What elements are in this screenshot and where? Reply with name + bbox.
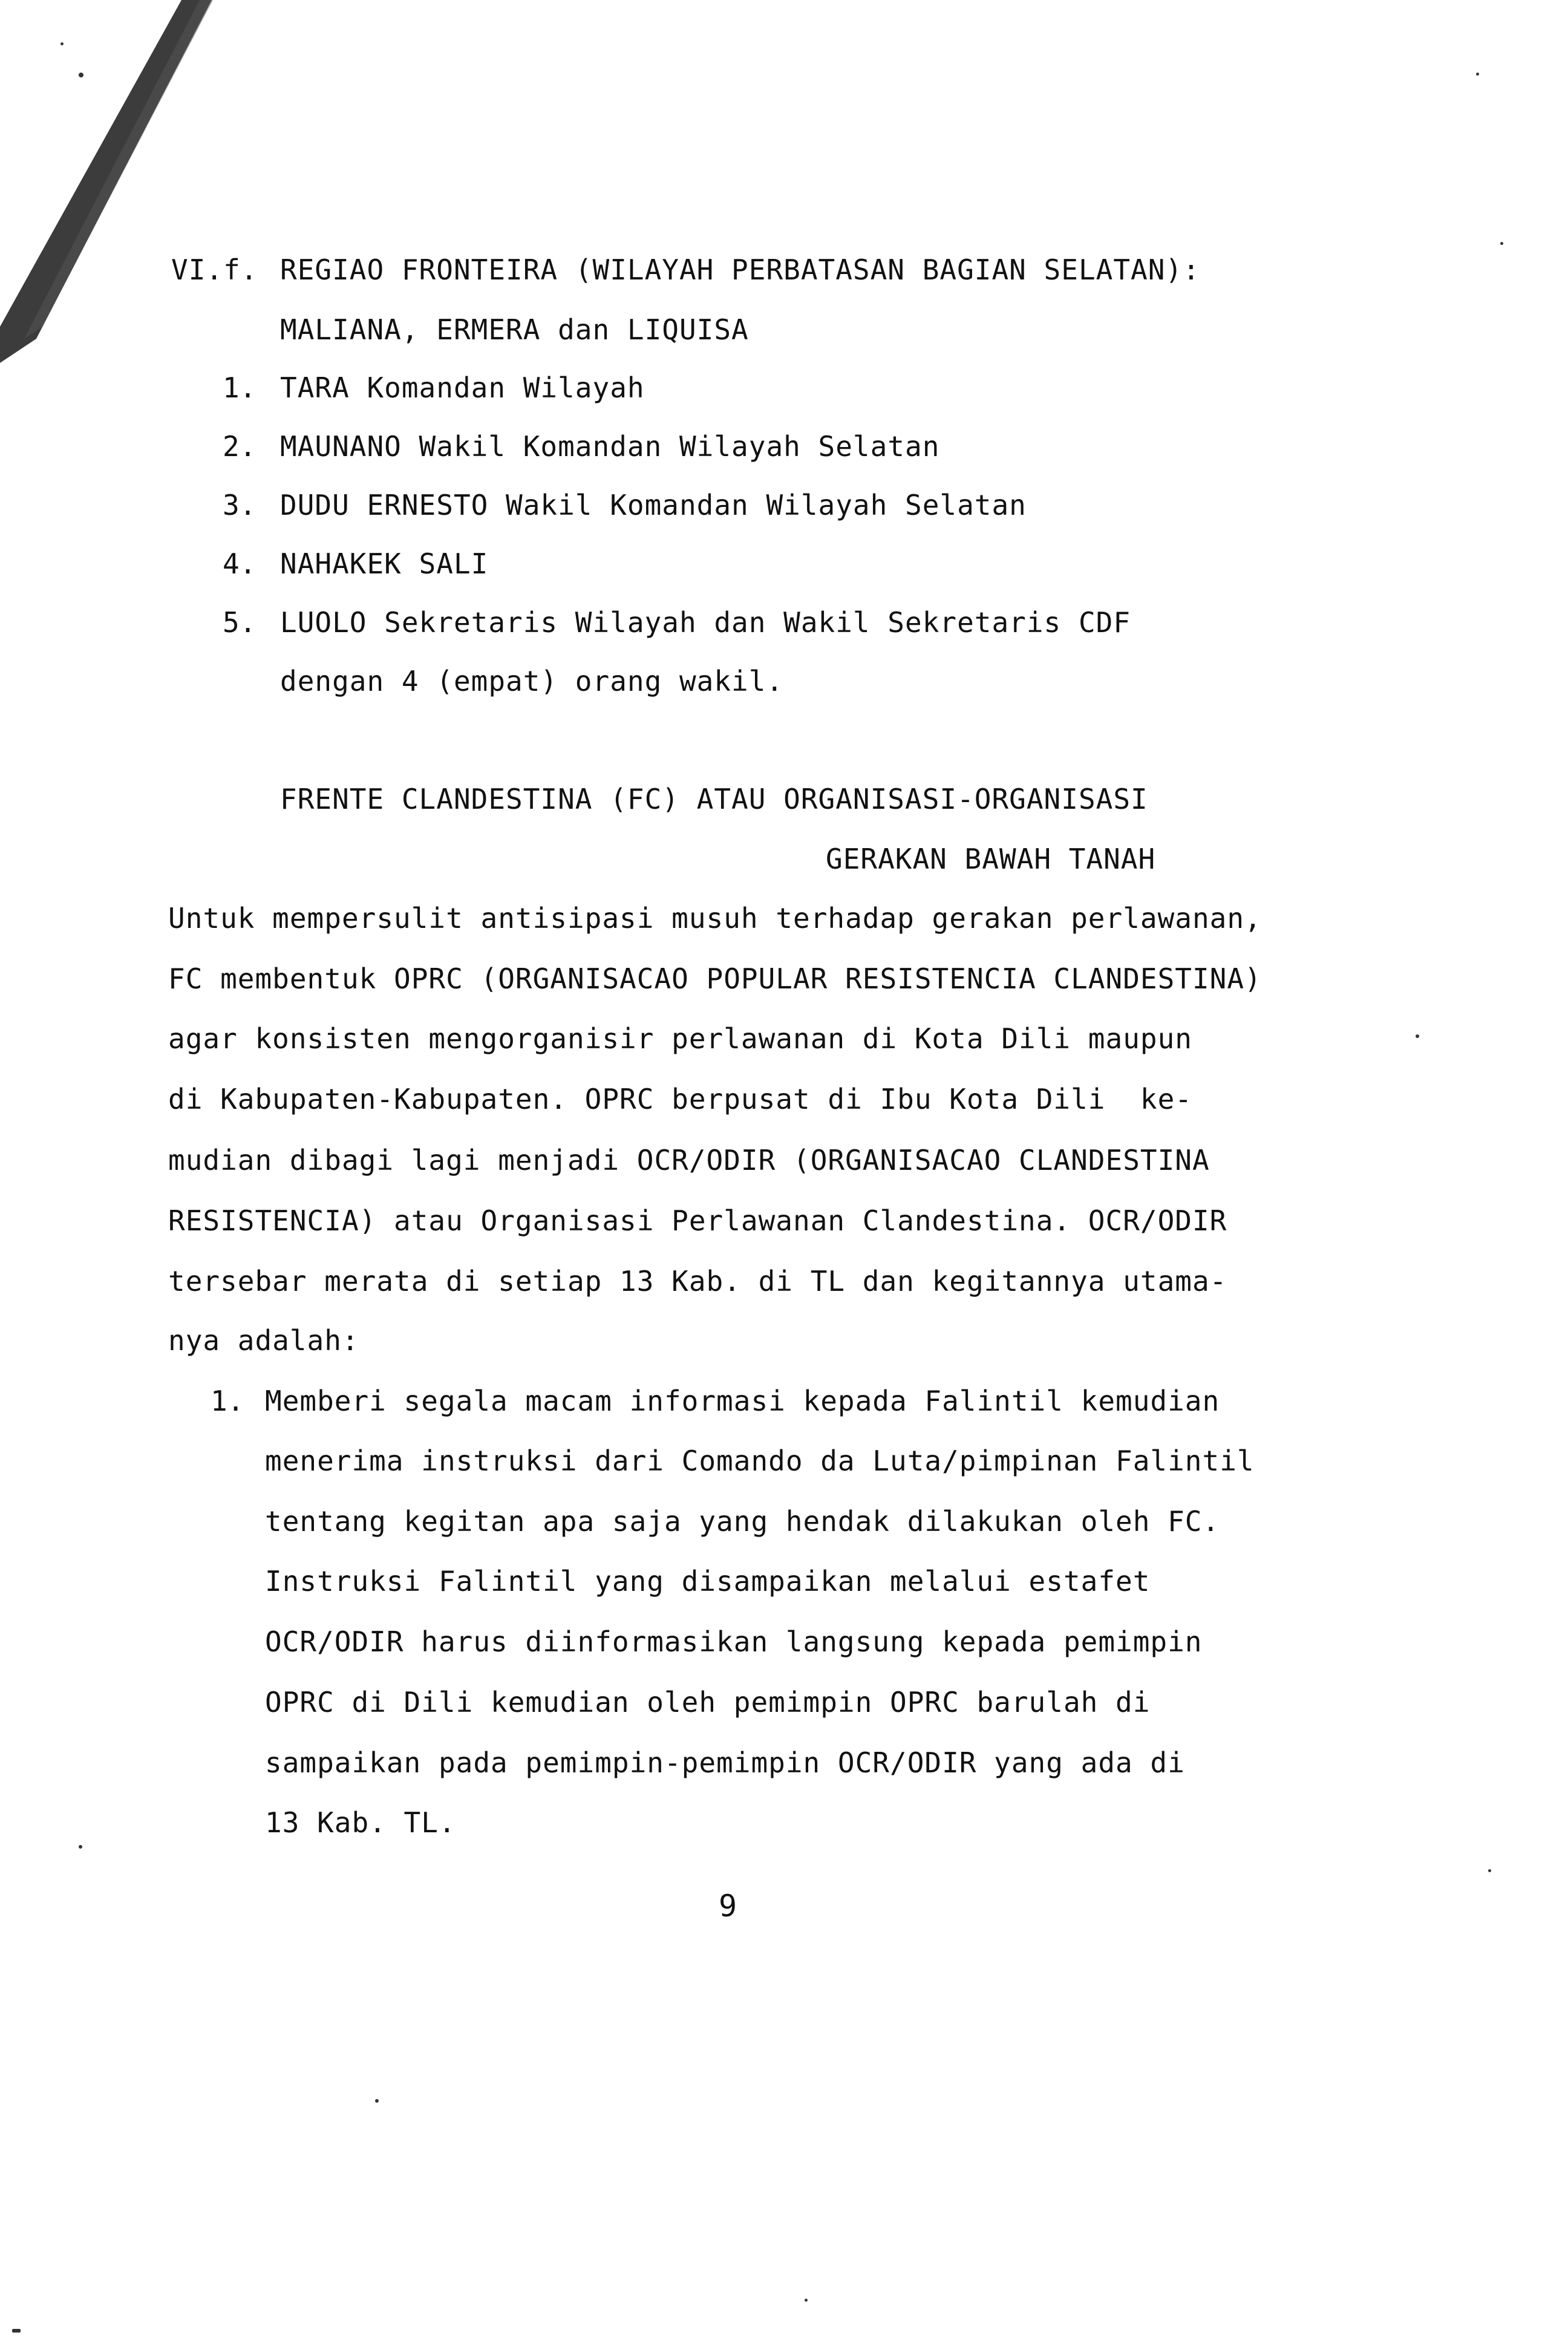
list-number: 2.: [223, 430, 256, 463]
speck: [1476, 73, 1479, 76]
speck: [79, 1845, 82, 1849]
paragraph-line: nya adalah:: [168, 1324, 359, 1357]
activity-line: Memberi segala macam informasi kepada Falintil kemudian: [265, 1385, 1220, 1417]
list-item: DUDU ERNESTO Wakil Komandan Wilayah Selatan: [280, 489, 1027, 521]
paragraph-line: FC membentuk OPRC (ORGANISACAO POPULAR RESISTENCIA CLANDESTINA): [168, 962, 1262, 995]
speck: [805, 2299, 808, 2302]
list-number: 1.: [211, 1385, 244, 1417]
page-number: 9: [719, 1889, 737, 1924]
fc-heading-line1: FRENTE CLANDESTINA (FC) ATAU ORGANISASI-ORGANISASI: [280, 783, 1148, 815]
activity-line: OPRC di Dili kemudian oleh pemimpin OPRC barulah di: [265, 1686, 1151, 1719]
activity-line: tentang kegitan apa saja yang hendak dilakukan oleh FC.: [265, 1505, 1220, 1538]
paragraph-line: di Kabupaten-Kabupaten. OPRC berpusat di Ibu Kota Dili ke-: [168, 1083, 1192, 1115]
activity-line: 13 Kab. TL.: [265, 1806, 456, 1839]
list-number: 4.: [223, 547, 256, 580]
paragraph-line: Untuk mempersulit antisipasi musuh terhadap gerakan perlawanan,: [168, 902, 1262, 935]
list-item-continuation: dengan 4 (empat) orang wakil.: [280, 665, 784, 697]
section-title: REGIAO FRONTEIRA (WILAYAH PERBATASAN BAGIAN SELATAN):: [280, 253, 1200, 286]
paragraph-line: tersebar merata di setiap 13 Kab. di TL dan kegitannya utama-: [168, 1265, 1227, 1298]
section-subtitle: MALIANA, ERMERA dan LIQUISA: [280, 313, 749, 346]
activity-line: Instruksi Falintil yang disampaikan melalui estafet: [265, 1565, 1151, 1598]
list-number: 3.: [223, 489, 256, 521]
scan-shadow-mark: [0, 0, 218, 375]
list-item: TARA Komandan Wilayah: [280, 371, 645, 404]
paragraph-line: RESISTENCIA) atau Organisasi Perlawanan Clandestina. OCR/ODIR: [168, 1204, 1227, 1237]
speck: [12, 2329, 21, 2333]
activity-line: OCR/ODIR harus diinformasikan langsung kepada pemimpin: [265, 1625, 1203, 1658]
paragraph-line: agar konsisten mengorganisir perlawanan di Kota Dili maupun: [168, 1022, 1192, 1055]
speck: [1500, 242, 1503, 245]
paragraph-line: mudian dibagi lagi menjadi OCR/ODIR (ORGANISACAO CLANDESTINA: [168, 1144, 1210, 1177]
speck: [60, 42, 64, 45]
section-label: VI.f.: [171, 253, 258, 286]
list-item: LUOLO Sekretaris Wilayah dan Wakil Sekretaris CDF: [280, 606, 1131, 639]
speck: [375, 2099, 379, 2103]
list-item: NAHAKEK SALI: [280, 547, 489, 580]
list-number: 1.: [223, 371, 256, 404]
activity-line: menerima instruksi dari Comando da Luta/pimpinan Falintil: [265, 1445, 1255, 1477]
speck: [1416, 1034, 1419, 1038]
list-number: 5.: [223, 606, 256, 639]
speck: [1488, 1869, 1491, 1872]
activity-line: sampaikan pada pemimpin-pemimpin OCR/ODIR yang ada di: [265, 1746, 1185, 1779]
list-item: MAUNANO Wakil Komandan Wilayah Selatan: [280, 430, 940, 463]
fc-heading-line2: GERAKAN BAWAH TANAH: [826, 843, 1156, 875]
speck: [79, 73, 83, 77]
